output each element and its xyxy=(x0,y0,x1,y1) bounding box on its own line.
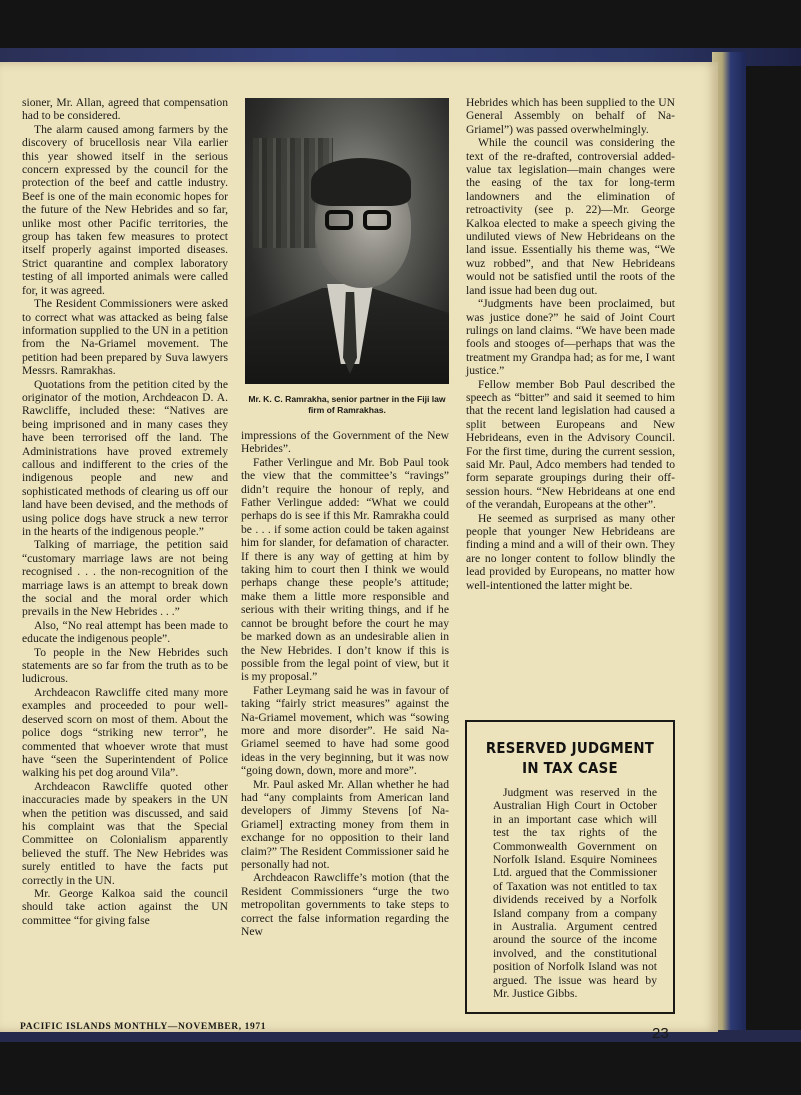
paragraph: “Judgments have been proclaimed, but was justice done?” he said of Joint Court rulings on land claims. “We have been made fools and stooges of—perhaps that was the treatment my Grandpa had; as for me, I want justice.” xyxy=(466,297,675,378)
portrait-hair xyxy=(311,158,411,206)
magazine-page xyxy=(0,62,718,1042)
paragraph: Father Verlingue and Mr. Bob Paul took the view that the committee’s “ravings” didn’t require the honour of reply, and Father Verlingue added: “What we could perhaps do is see if this Mr. Ramrakha could be . . . if some action could be taken against him for slander, for defamation of character. If there is any way of getting at him by taking him to court then I think we would perhaps change these people’s attitude; make them a little more responsible and serious with their writing things, and if he cannot be brought before the court he may be marked down as an undesirable alien in the New Hebrides. I don’t know if this is possible from the legal point of view, but it is my proposal.” xyxy=(241,455,449,684)
paragraph: sioner, Mr. Allan, agreed that compensation had to be considered. xyxy=(22,96,228,123)
footer-masthead: PACIFIC ISLANDS MONTHLY—NOVEMBER, 1971 xyxy=(20,1022,267,1032)
paragraph: Talking of marriage, the petition said “customary marriage laws are not being recognised . . . the non-recognition of the marriage laws is an attempt to break down the social and the moral order which prevails in the New Hebrides . . .” xyxy=(22,538,228,619)
paragraph: Also, “No real attempt has been made to educate the indigenous people”. xyxy=(22,618,228,646)
paragraph: Father Leymang said he was in favour of taking “fairly strict measures” against the Na-Griamel movement, which was “sowing more and more disorder”. He said Na-Griamel seemed to have had some good ideas in the very beginning, but it was now “going down, down, more and more”. xyxy=(241,683,449,778)
paragraph: impressions of the Government of the New Hebrides”. xyxy=(241,429,449,456)
paragraph: Mr. George Kalkoa said the council should take action against the UN committee “for giving false xyxy=(22,886,228,927)
eyeglasses xyxy=(325,210,397,230)
paragraph: Fellow member Bob Paul described the speech as “bitter” and said it seemed to him that the recent land legislation had caused a split between Europeans and New Hebrideans, even in the Advisory Council. For the first time, during the current session, said Mr. Paul, Adco members had tended to form separate groupings during their off-session hours. “New Hebrideans at one end of the verandah, Europeans at the other”. xyxy=(466,377,675,512)
paragraph: Mr. Paul asked Mr. Allan whether he had had “any complaints from American land developers of Jimmy Stevens [of Na-Griamel] extracting money from them in exchange for no opposition to their land claim?” The Resident Commissioner said he personally had not. xyxy=(241,777,449,871)
paragraph: Archdeacon Rawcliffe quoted other inaccuracies made by speakers in the UN when the petition was discussed, and said his complaint was that the Special Committee on Colonialism apparently believed the stuff. The New Hebrides was surely entitled to have the facts put correctly in the UN. xyxy=(22,779,228,887)
article-column-3 xyxy=(466,96,675,592)
boxout-headline-line-1: RESERVED JUDGMENT xyxy=(485,739,655,757)
page-number: 23 xyxy=(652,1025,669,1042)
sidebar-boxout xyxy=(465,720,675,1014)
article-column-2 xyxy=(241,429,449,938)
portrait-photo xyxy=(245,98,449,384)
paragraph: He seemed as surprised as many other people that younger New Hebrideans are finding a mind and a will of their own. They are no longer content to follow blindly the lead provided by Europeans, no matter how well-intentioned the latter might be. xyxy=(466,511,675,592)
paragraph: The Resident Commissioners were asked to correct what was attacked as being false information supplied to the UN in a petition from the Na-Griamel movement. The petition had been prepared by Suva lawyers Messrs. Ramrakhas. xyxy=(22,297,228,378)
boxout-body xyxy=(493,786,657,1001)
photo-caption: Mr. K. C. Ramrakha, senior partner in the Fiji law firm of Ramrakhas. xyxy=(248,394,446,415)
paragraph: The alarm caused among farmers by the discovery of brucellosis near Vila earlier this year showed itself in the serious concern expressed by the council for the protection of the beef and cattle industry. Beef is one of the main economic hopes for the future of the New Hebrides and so far, unlike most other Pacific territories, the group has taken few measures to protect itself properly against imported diseases. Strict quarantine and complex laboratory testing of all imported animals were called for, it was agreed. xyxy=(22,122,228,297)
boxout-paragraph: Judgment was reserved in the Australian High Court in October in an important case which will test the tax rights of the Commonwealth Government on Norfolk Island. Esquire Nominees Ltd. argued that the Commissioner of Taxation was not entitled to tax dividends received by a Norfolk Island company from a company in Australia. Argument centred around the source of the income involved, and the constitutional position of Norfolk Island was not argued. The issue was heard by Mr. Justice Gibbs. xyxy=(493,786,657,1001)
paragraph: Archdeacon Rawcliffe cited many more examples and proceeded to pour well-deserved scorn on most of them. About the police dogs “striking new terror”, he commented that whoever wrote that must have “seen the Superintendent of Police walking his pet dog around Vila”. xyxy=(22,685,228,780)
paragraph: To people in the New Hebrides such statements are so far from the truth as to be ludicrous. xyxy=(22,645,228,686)
paragraph: Hebrides which has been supplied to the UN General Assembly on behalf of Na-Griamel”) was passed overwhelmingly. xyxy=(466,96,675,136)
boxout-headline-line-2: IN TAX CASE xyxy=(522,759,618,777)
paragraph: While the council was considering the text of the re-drafted, controversial added-value tax legislation—main changes were the easing of the tax for long-term landowners and the elimination of retroactivity (see p. 22)—Mr. George Kalkoa elected to make a speech giving the undiluted views of New Hebrideans on the land issue. Essentially his theme was, “We wuz robbed”, and that New Hebrideans would not be satisfied until the roots of the land issue had been dug out. xyxy=(466,136,675,297)
boxout-headline xyxy=(481,738,658,778)
paragraph: Quotations from the petition cited by the originator of the motion, Archdeacon D. A. Rawcliffe, included these: “Natives are being imprisoned and in many cases they have been terrorised off the land. The Administrations have proved extremely callous and indifferent to the cries of the indigenous people and new and sophisticated methods of clearing us off our land have been devised, and the methods of using police dogs have struck a new terror in the hearts of the indigenous people.” xyxy=(22,377,228,538)
paragraph: Archdeacon Rawcliffe’s motion (that the Resident Commissioners “urge the two metropolitan governments to take steps to correct the false information regarding the New xyxy=(241,871,449,939)
article-column-1 xyxy=(22,96,228,927)
